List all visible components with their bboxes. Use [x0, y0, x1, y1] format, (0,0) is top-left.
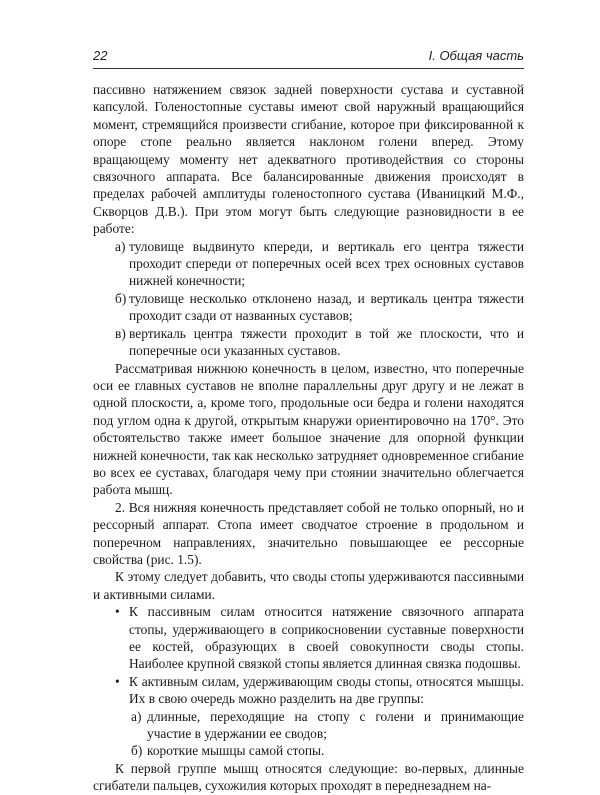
list-item-v — [93, 325, 524, 360]
list-item-b — [93, 290, 524, 325]
list-text: короткие мышцы самой стопы. — [147, 743, 325, 759]
list-marker: б) — [115, 290, 127, 306]
list-text: вертикаль центра тяжести проходит в той же плоскости, что и поперечные оси указанных суставов. — [129, 325, 524, 359]
bullet-text: К активным силам, удерживающим своды стопы, относятся мышцы. Их в свою очередь можно разделить на две группы: — [129, 673, 524, 707]
bullet-marker: • — [115, 604, 120, 620]
list-marker: а) — [115, 238, 126, 254]
list-marker: б) — [131, 743, 143, 759]
sublist-item-a — [93, 708, 524, 743]
list-text: туловище выдвинуто кпереди, и вертикаль его центра тяжести проходит спереди от поперечных осей всех трех основных суставов нижней конечности; — [129, 238, 524, 289]
paragraph-5: К первой группе мышц относятся следующие: во-первых, длинные сгибатели пальцев, сухожилия которых проходят в переднезаднем на- — [93, 760, 524, 794]
chapter-title: I. Общая часть — [428, 48, 524, 63]
list-text: туловище несколько отклонено назад, и вертикаль центра тяжести проходит сзади от названных суставов; — [129, 290, 524, 324]
list-item-a — [93, 238, 524, 290]
running-head — [93, 48, 524, 68]
sublist-item-b — [93, 742, 524, 759]
paragraph-4: К этому следует добавить, что своды стопы удерживаются пассивными и активными силами. — [93, 569, 524, 602]
body-text — [93, 81, 524, 795]
list-marker: в) — [115, 325, 126, 341]
list-text: длинные, переходящие на стопу с голени и принимающие участие в удержании ее сводов; — [147, 708, 524, 742]
paragraph-1: пассивно натяжением связок задней поверхности сустава и суставной капсулой. Голеностопные суставы имеют свой наружный вращающийся момент, стремящийся произвести сгибание, которое при фиксированной к опоре стопе реально является наклоном голени вперед. Этому вращающему моменту нет адекватного противодействия со стороны связочного аппарата. Все балансированные движения происходят в пределах рабочей амплитуды голеностопного сустава (Иваницкий М.Ф., Скворцов Д.В.). При этом могут быть следующие разновидности в ее работе: — [93, 82, 524, 237]
bullet-item-passive — [93, 603, 524, 673]
paragraph-2: Рассматривая нижнюю конечность в целом, известно, что поперечные оси ее главных суставов не вполне параллельны друг другу и не лежат в одной плоскости, а, кроме того, продольные оси бедра и голени находятся под углом одна к другой, открытым кнаружи ориентировочно на 170°. Это обстоятельство также имеет большое значение для опорной функции нижней конечности, так как несколько затрудняет одновременное сгибание во всех ее суставах, благодаря чему при стоянии значительно облегчается работа мышц. — [93, 360, 524, 498]
bullet-item-active — [93, 673, 524, 708]
bullet-marker: • — [115, 673, 120, 689]
paragraph-3: 2. Вся нижняя конечность представляет собой не только опорный, но и рессорный аппарат. Стопа имеет сводчатое строение в продольном и поперечном направлениях, значительно повышающее ее рессорные свойства (рис. 1.5). — [93, 499, 524, 567]
list-marker: а) — [131, 708, 142, 724]
page-number: 22 — [93, 48, 108, 63]
header-rule — [93, 68, 524, 69]
bullet-text: К пассивным силам относится натяжение связочного аппарата стопы, удерживающего в соприкосновении суставные поверхности ее костей, образующих в своей совокупности своды стопы. Наиболее крупной связкой стопы является длинная связка подошвы. — [129, 604, 524, 672]
